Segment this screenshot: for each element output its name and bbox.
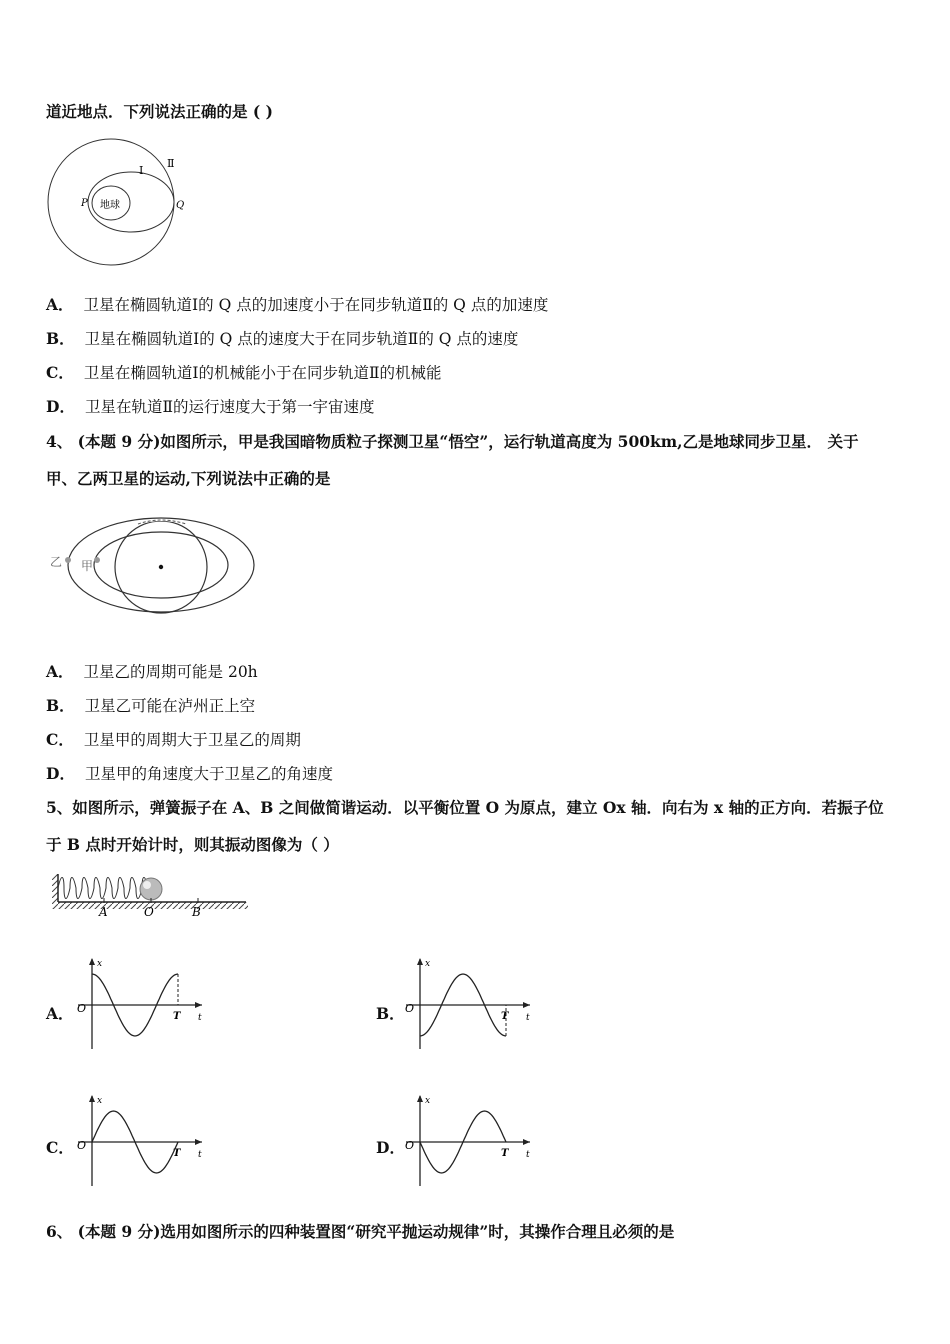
- t-axis-arrow: [195, 1002, 202, 1008]
- orbit-diagram: [44, 132, 194, 272]
- spring-coil: [58, 878, 148, 899]
- satellite-orbits-diagram: [46, 510, 261, 620]
- t-axis-arrow: [523, 1139, 530, 1145]
- t-axis-arrow: [523, 1002, 530, 1008]
- x-axis-arrow: [417, 958, 423, 965]
- sat-yi-dot: [65, 557, 71, 563]
- t-axis-label: t: [198, 1150, 202, 1160]
- point-o-label: O: [144, 905, 154, 919]
- q3-option-c[interactable]: C． 卫星在椭圆轨道Ⅰ的机械能小于在同步轨道Ⅱ的机械能: [46, 363, 442, 382]
- origin-label: O: [405, 1139, 415, 1152]
- point-p-label: P: [81, 198, 88, 209]
- sat-yi-label: 乙: [50, 555, 63, 569]
- point-b-label: B: [192, 905, 201, 919]
- origin-label: O: [405, 1002, 415, 1015]
- point-q-label: Q: [176, 200, 185, 211]
- period-label: T: [173, 1011, 181, 1022]
- q3-option-a[interactable]: A． 卫星在椭圆轨道Ⅰ的 Q 点的加速度小于在同步轨道Ⅱ的 Q 点的加速度: [46, 295, 549, 314]
- orbit-1-label: Ⅰ: [139, 164, 144, 177]
- period-label: T: [501, 1011, 509, 1022]
- period-label: T: [173, 1148, 181, 1159]
- x-axis-label: x: [425, 1096, 431, 1106]
- q3-option-b[interactable]: B． 卫星在椭圆轨道Ⅰ的 Q 点的速度大于在同步轨道Ⅱ的 Q 点的速度: [46, 329, 519, 348]
- sat-jia-label: 甲: [81, 559, 94, 573]
- t-axis-label: t: [526, 1150, 530, 1160]
- q5-option-a-label[interactable]: A．: [46, 1004, 74, 1023]
- q5-graph-b[interactable]: [402, 955, 542, 1055]
- period-label: T: [501, 1148, 509, 1159]
- q5-option-d-label[interactable]: D．: [376, 1138, 405, 1157]
- earth-label: 地球: [100, 200, 120, 211]
- wall-hatch: [52, 874, 58, 902]
- x-axis-arrow: [89, 1095, 95, 1102]
- q6-stem: 6、 (本题 9 分)选用如图所示的四种装置图“研究平抛运动规律”时，其操作合理且必须的是: [46, 1222, 675, 1241]
- spring-oscillator-diagram: [46, 868, 256, 923]
- x-axis-arrow: [89, 958, 95, 965]
- q4-option-a[interactable]: A． 卫星乙的周期可能是 20h: [46, 662, 258, 681]
- t-axis-arrow: [195, 1139, 202, 1145]
- q5-graph-a[interactable]: [74, 955, 214, 1055]
- origin-label: O: [77, 1139, 87, 1152]
- q5-stem-line2: 于 B 点时开始计时，则其振动图像为（ ）: [46, 835, 339, 854]
- q5-option-b-label[interactable]: B．: [376, 1004, 405, 1023]
- q4-option-d[interactable]: D． 卫星甲的角速度大于卫星乙的角速度: [46, 764, 333, 783]
- q5-graph-c[interactable]: [74, 1092, 214, 1192]
- q4-stem-line2: 甲、乙两卫星的运动,下列说法中正确的是: [46, 469, 331, 488]
- q5-graph-d[interactable]: [402, 1092, 542, 1192]
- x-axis-label: x: [97, 959, 103, 969]
- q3-option-d[interactable]: D． 卫星在轨道Ⅱ的运行速度大于第一宇宙速度: [46, 397, 375, 416]
- q5-stem-line1: 5、如图所示，弹簧振子在 A、B 之间做简谐运动．以平衡位置 O 为原点，建立 Ox 轴．向右为 x 轴的正方向．若振子位: [46, 798, 884, 817]
- q3-stem-tail: 道近地点．下列说法正确的是 ( ): [46, 102, 273, 121]
- x-axis-arrow: [417, 1095, 423, 1102]
- t-axis-label: t: [526, 1013, 530, 1023]
- q4-stem-line1: 4、 (本题 9 分)如图所示，甲是我国暗物质粒子探测卫星“悟空”，运行轨道高度为 500km,乙是地球同步卫星． 关于: [46, 432, 859, 451]
- point-a-label: A: [99, 905, 108, 919]
- q5-option-c-label[interactable]: C．: [46, 1138, 74, 1157]
- x-axis-label: x: [97, 1096, 103, 1106]
- origin-label: O: [77, 1002, 87, 1015]
- x-axis-label: x: [425, 959, 431, 969]
- oscillator-ball: [140, 878, 162, 900]
- earth-center-dot: [159, 565, 163, 569]
- t-axis-label: t: [198, 1013, 202, 1023]
- q4-option-c[interactable]: C． 卫星甲的周期大于卫星乙的周期: [46, 730, 301, 749]
- orbit-2-label: Ⅱ: [167, 157, 175, 170]
- sat-jia-dot: [94, 557, 100, 563]
- q4-option-b[interactable]: B． 卫星乙可能在泸州正上空: [46, 696, 256, 715]
